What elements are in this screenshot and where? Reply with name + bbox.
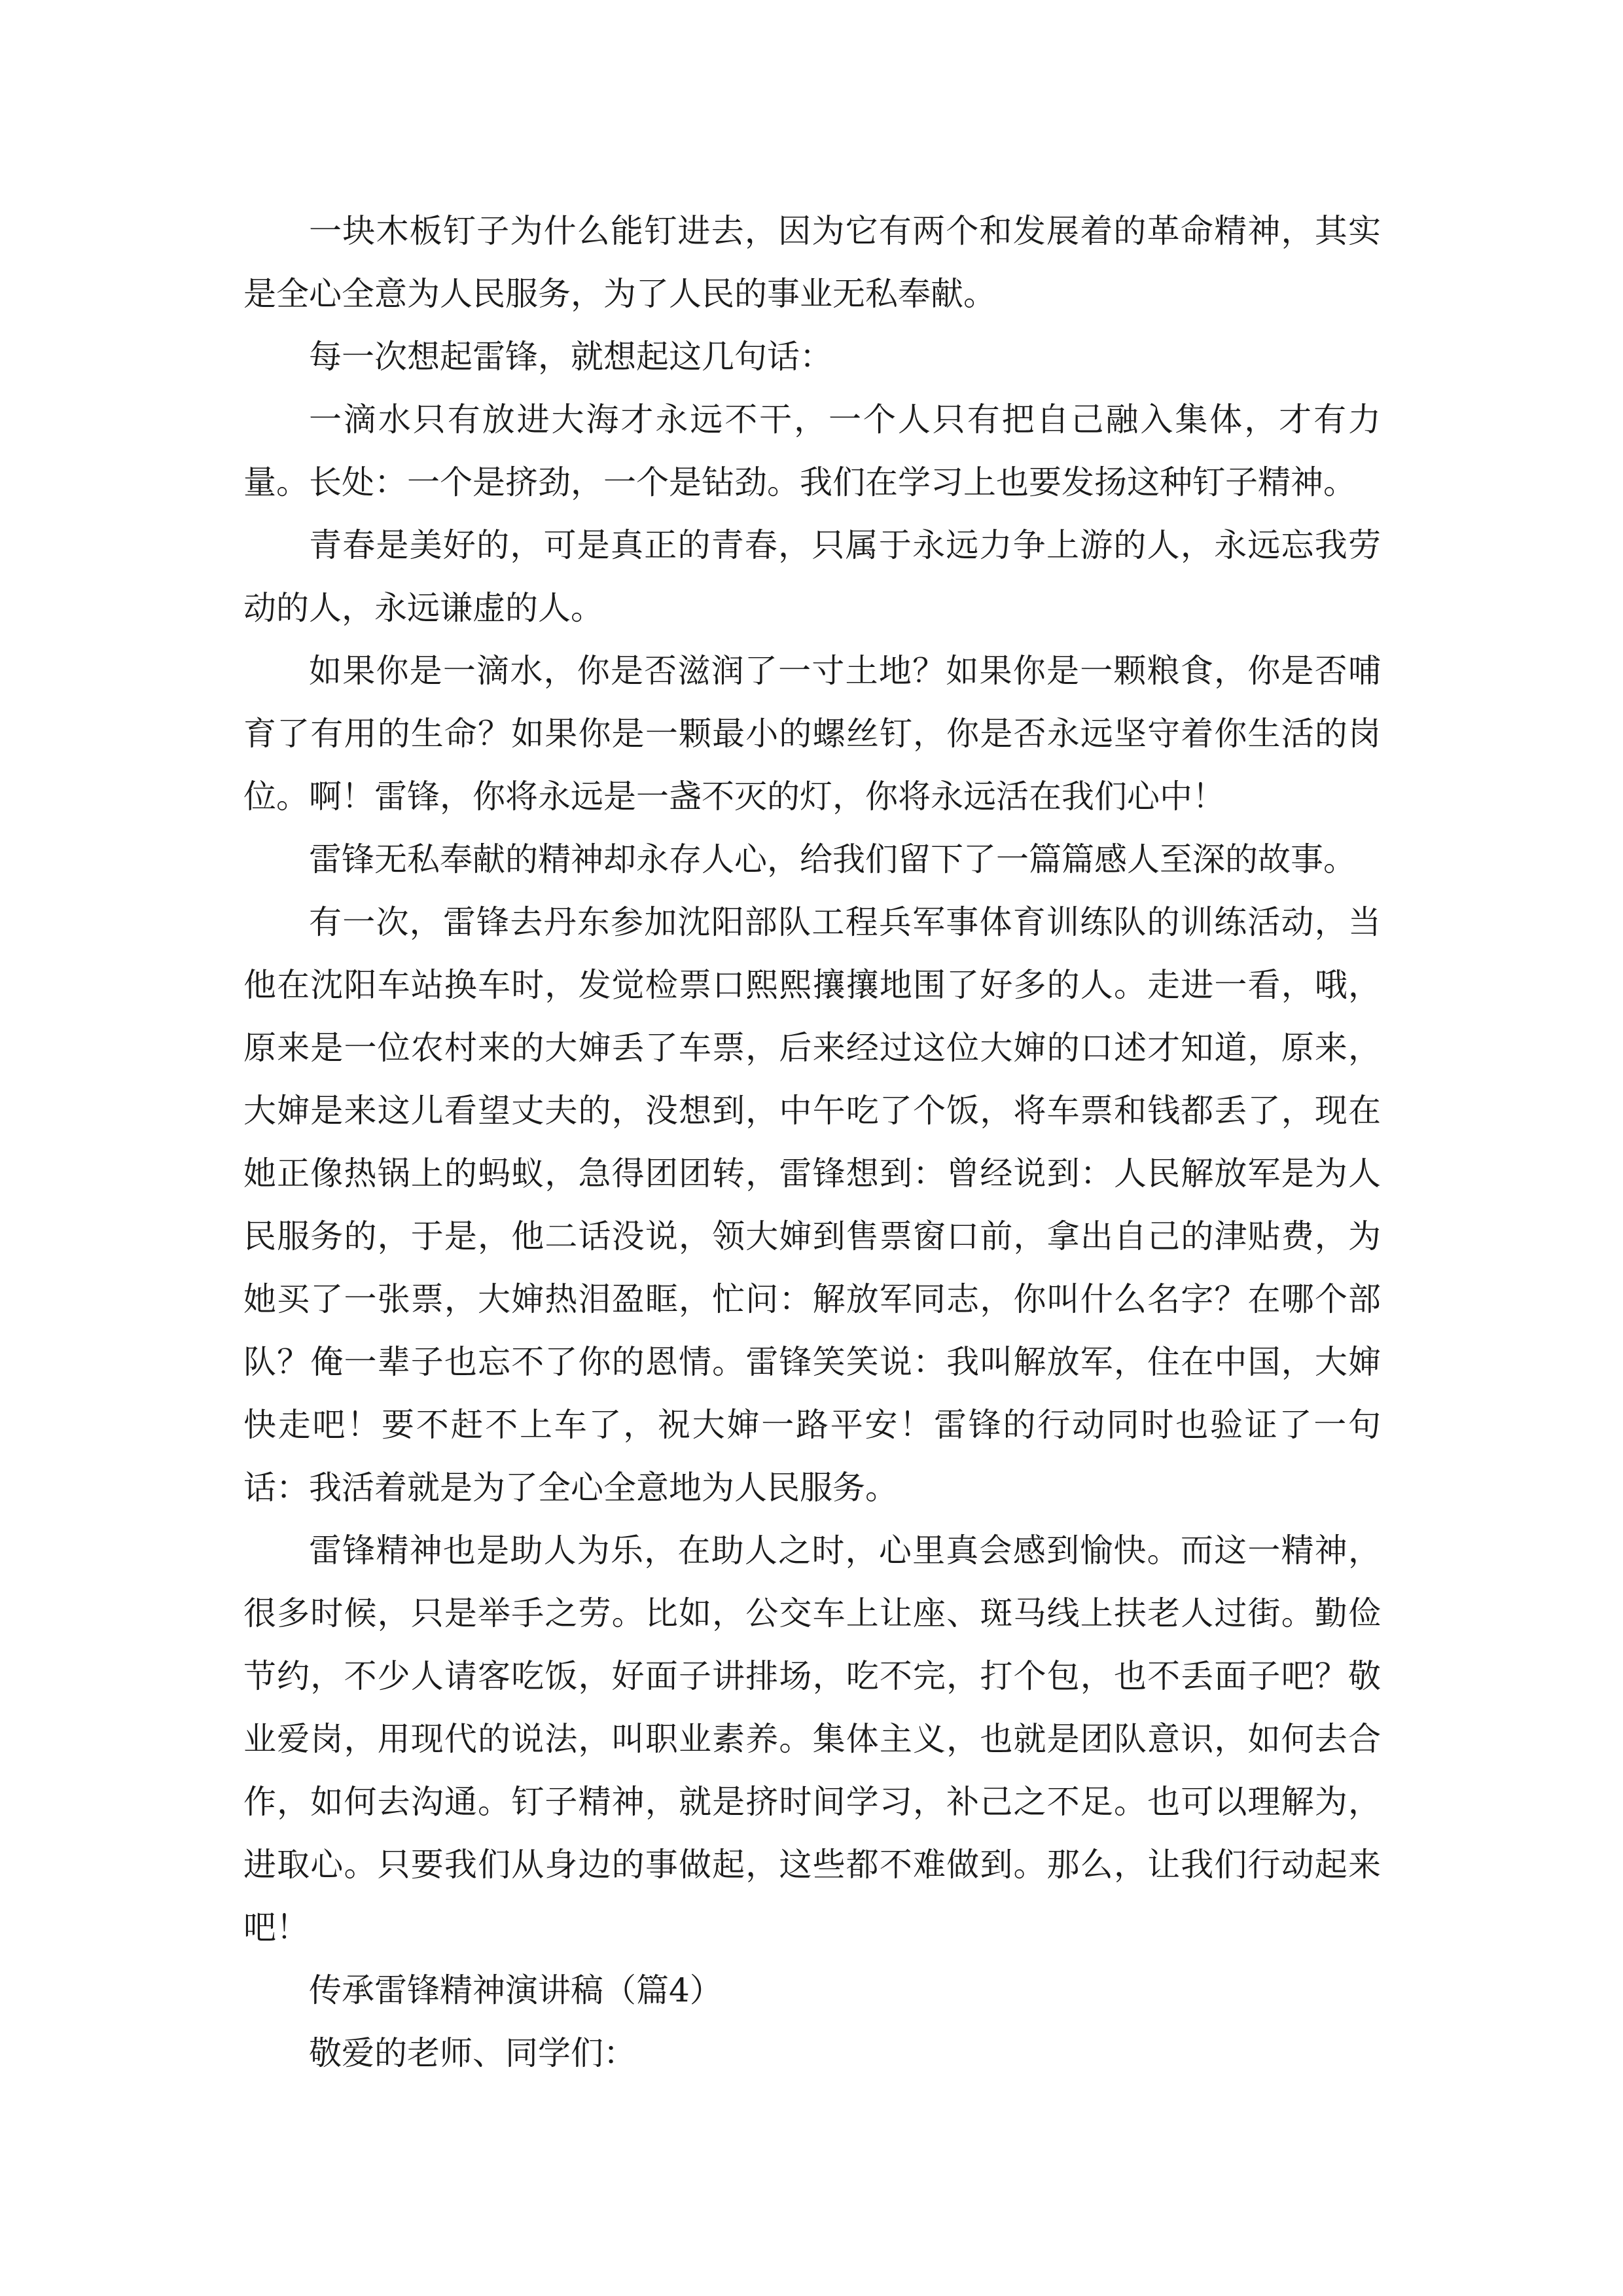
salutation: 敬爱的老师、同学们： (309, 2034, 636, 2072)
paragraph-train-station-story: 有一次，雷锋去丹东参加沈阳部队工程兵军事体育训练队的训练活动，当他在沈阳车站换车时，发觉检票口熙熙攘攘地围了好多的人。走进一看，哦，原来是一位农村来的大婶丢了车票，后来经过这位大婶的口述才知道，原来，大婶是来这儿看望丈夫的，没想到，中午吃了个饭，将车票和钱都丢了，现在她正像热锅上的蚂蚁，急得团团转，雷锋想到：曾经说到：人民解放军是为人民服务的，于是，他二话没说，领大婶到售票窗口前，拿出自己的津贴费，为她买了一张票，大婶热泪盈眶，忙问：解放军同志，你叫什么名字？在哪个部队？俺一辈子也忘不了你的恩情。雷锋笑笑说：我叫解放军，住在中国，大婶快走吧！要不赶不上车了，祝大婶一路平安！雷锋的行动同时也验证了一句话：我活着就是为了全心全意地为人民服务。 (243, 903, 1381, 1507)
document-body (243, 200, 1381, 2085)
paragraph-if-you-are: 如果你是一滴水，你是否滋润了一寸土地？如果你是一颗粮食，你是否哺育了有用的生命？如果你是一颗最小的螺丝钉，你是否永远坚守着你生活的岗位。啊！雷锋，你将永远是一盏不灭的灯，你将永远活在我们心中！ (243, 652, 1381, 816)
paragraph-remember-lei-feng: 每一次想起雷锋，就想起这几句话： (309, 338, 832, 376)
paragraph-selfless-spirit: 雷锋无私奉献的精神却永存人心，给我们留下了一篇篇感人至深的故事。 (309, 840, 1356, 878)
paragraph-drop-of-water: 一滴水只有放进大海才永远不干，一个人只有把自己融入集体，才有力量。长处：一个是挤劲，一个是钻劲。我们在学习上也要发扬这种钉子精神。 (243, 401, 1381, 501)
paragraph-nail-spirit: 一块木板钉子为什么能钉进去，因为它有两个和发展着的革命精神，其实是全心全意为人民服务，为了人民的事业无私奉献。 (243, 212, 1381, 313)
section-title: 传承雷锋精神演讲稿（篇4） (309, 1971, 722, 2009)
paragraph-helping-others: 雷锋精神也是助人为乐，在助人之时，心里真会感到愉快。而这一精神，很多时候，只是举手之劳。比如，公交车上让座、斑马线上扶老人过街。勤俭节约，不少人请客吃饭，好面子讲排场，吃不完，打个包，也不丢面子吧？敬业爱岗，用现代的说法，叫职业素养。集体主义，也就是团队意识，如何去合作，如何去沟通。钉子精神，就是挤时间学习，补己之不足。也可以理解为，进取心。只要我们从身边的事做起，这些都不难做到。那么，让我们行动起来吧！ (243, 1532, 1381, 1946)
paragraph-youth: 青春是美好的，可是真正的青春，只属于永远力争上游的人，永远忘我劳动的人，永远谦虚的人。 (243, 526, 1381, 627)
